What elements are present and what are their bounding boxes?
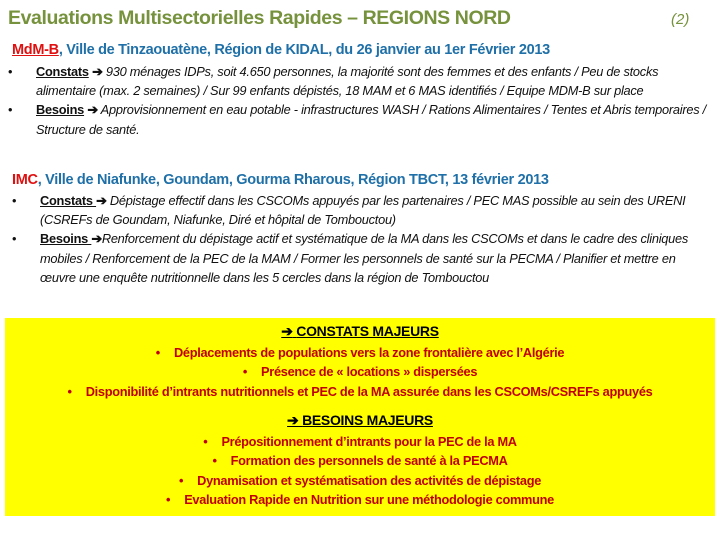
item-text: Approvisionnement en eau potable - infrastructures WASH / Rations Alimentaires / Tentes et Abris temporaires / Structure de santé. [36,102,706,137]
list-item: • Formation des personnels de santé à la PECMA [212,453,508,469]
list-item: • Disponibilité d’intrants nutritionnels et PEC de la MA assurée dans les CSCOMs/CSREFs appuyés [67,383,653,399]
summary-box [5,318,715,516]
list-item: • Dynamisation et systématisation des activités de dépistage [178,472,542,488]
section-heading-imc [12,172,549,188]
constats-list [5,343,715,401]
besoins-list [5,432,715,509]
item-label: Constats [36,64,89,79]
arrow-right-icon: ➔ [287,412,299,428]
item-text: Renforcement du dépistage actif et systématique de la MA dans les CSCOMs et dans le cadre des cliniques mobiles / Renforcement de la PEC de la MAM / Former les personnels de santé sur la PECMA / Planifier et mettre en œuvre une enquête nutritionnelle dans les 5 cercles dans la région de Tombouctou [40,231,689,285]
item-text: Dépistage effectif dans les CSCOMs appuyés par les partenaires / PEC MAS possible au sein des URENI (CSREFs de Goundam, Niafunke, Diré et hôpital de Tombouctou) [40,193,686,228]
arrow-right-icon: ➔ [87,102,98,118]
list-item: • Déplacements de populations vers la zone frontalière avec l’Algérie [155,345,565,360]
item-label: Constats [40,193,97,208]
list-item: • Evaluation Rapide en Nutrition sur une méthodologie commune [166,491,554,507]
page-number: (2) [671,11,690,28]
heading-text: , Ville de Tinzaouatène, Région de KIDAL, du 26 janvier au 1er Février 2013 [58,42,550,58]
bullet: • [8,102,13,118]
section-list-imc [12,191,714,287]
list-item-constats [8,62,714,100]
list-item-besoins [8,100,714,138]
bullet: • [12,231,17,247]
heading-text: , Ville de Niafunke, Goundam, Gourma Rharous, Région TBCT, 13 février 2013 [37,172,549,188]
org-name: MdM-B [12,42,59,58]
arrow-right-icon: ➔ [91,231,102,247]
arrow-right-icon: ➔ [281,323,293,339]
list-item: • Présence de « locations » dispersées [242,364,478,380]
besoins-majeurs-heading: ➔ BESOINS MAJEURS [287,412,433,428]
section-heading-mdmb [12,42,550,58]
list-item-constats [12,191,714,229]
arrow-right-icon: ➔ [96,193,107,208]
slide-title: Evaluations Multisectorielles Rapides – REGIONS NORD [8,7,511,29]
bullet: • [8,64,13,79]
org-name: IMC [12,172,38,188]
section-list-mdmb [8,62,714,139]
list-item: • Prépositionnement d’intrants pour la PEC de la MA [203,434,517,449]
list-item-besoins [12,229,714,287]
arrow-right-icon: ➔ [92,64,103,79]
constats-majeurs-heading: ➔ CONSTATS MAJEURS [281,323,439,339]
item-label: Besoins [36,102,85,118]
bullet: • [12,193,17,208]
item-text: 930 ménages IDPs, soit 4.650 personnes, la majorité sont des femmes et des enfants / Peu de stocks alimentaire (max. 2 semaines) / Sur 99 enfants dépistés, 18 MAM et 6 MAS identifiés / Equipe MDM-B sur place [36,64,659,99]
item-label: Besoins [40,231,92,247]
